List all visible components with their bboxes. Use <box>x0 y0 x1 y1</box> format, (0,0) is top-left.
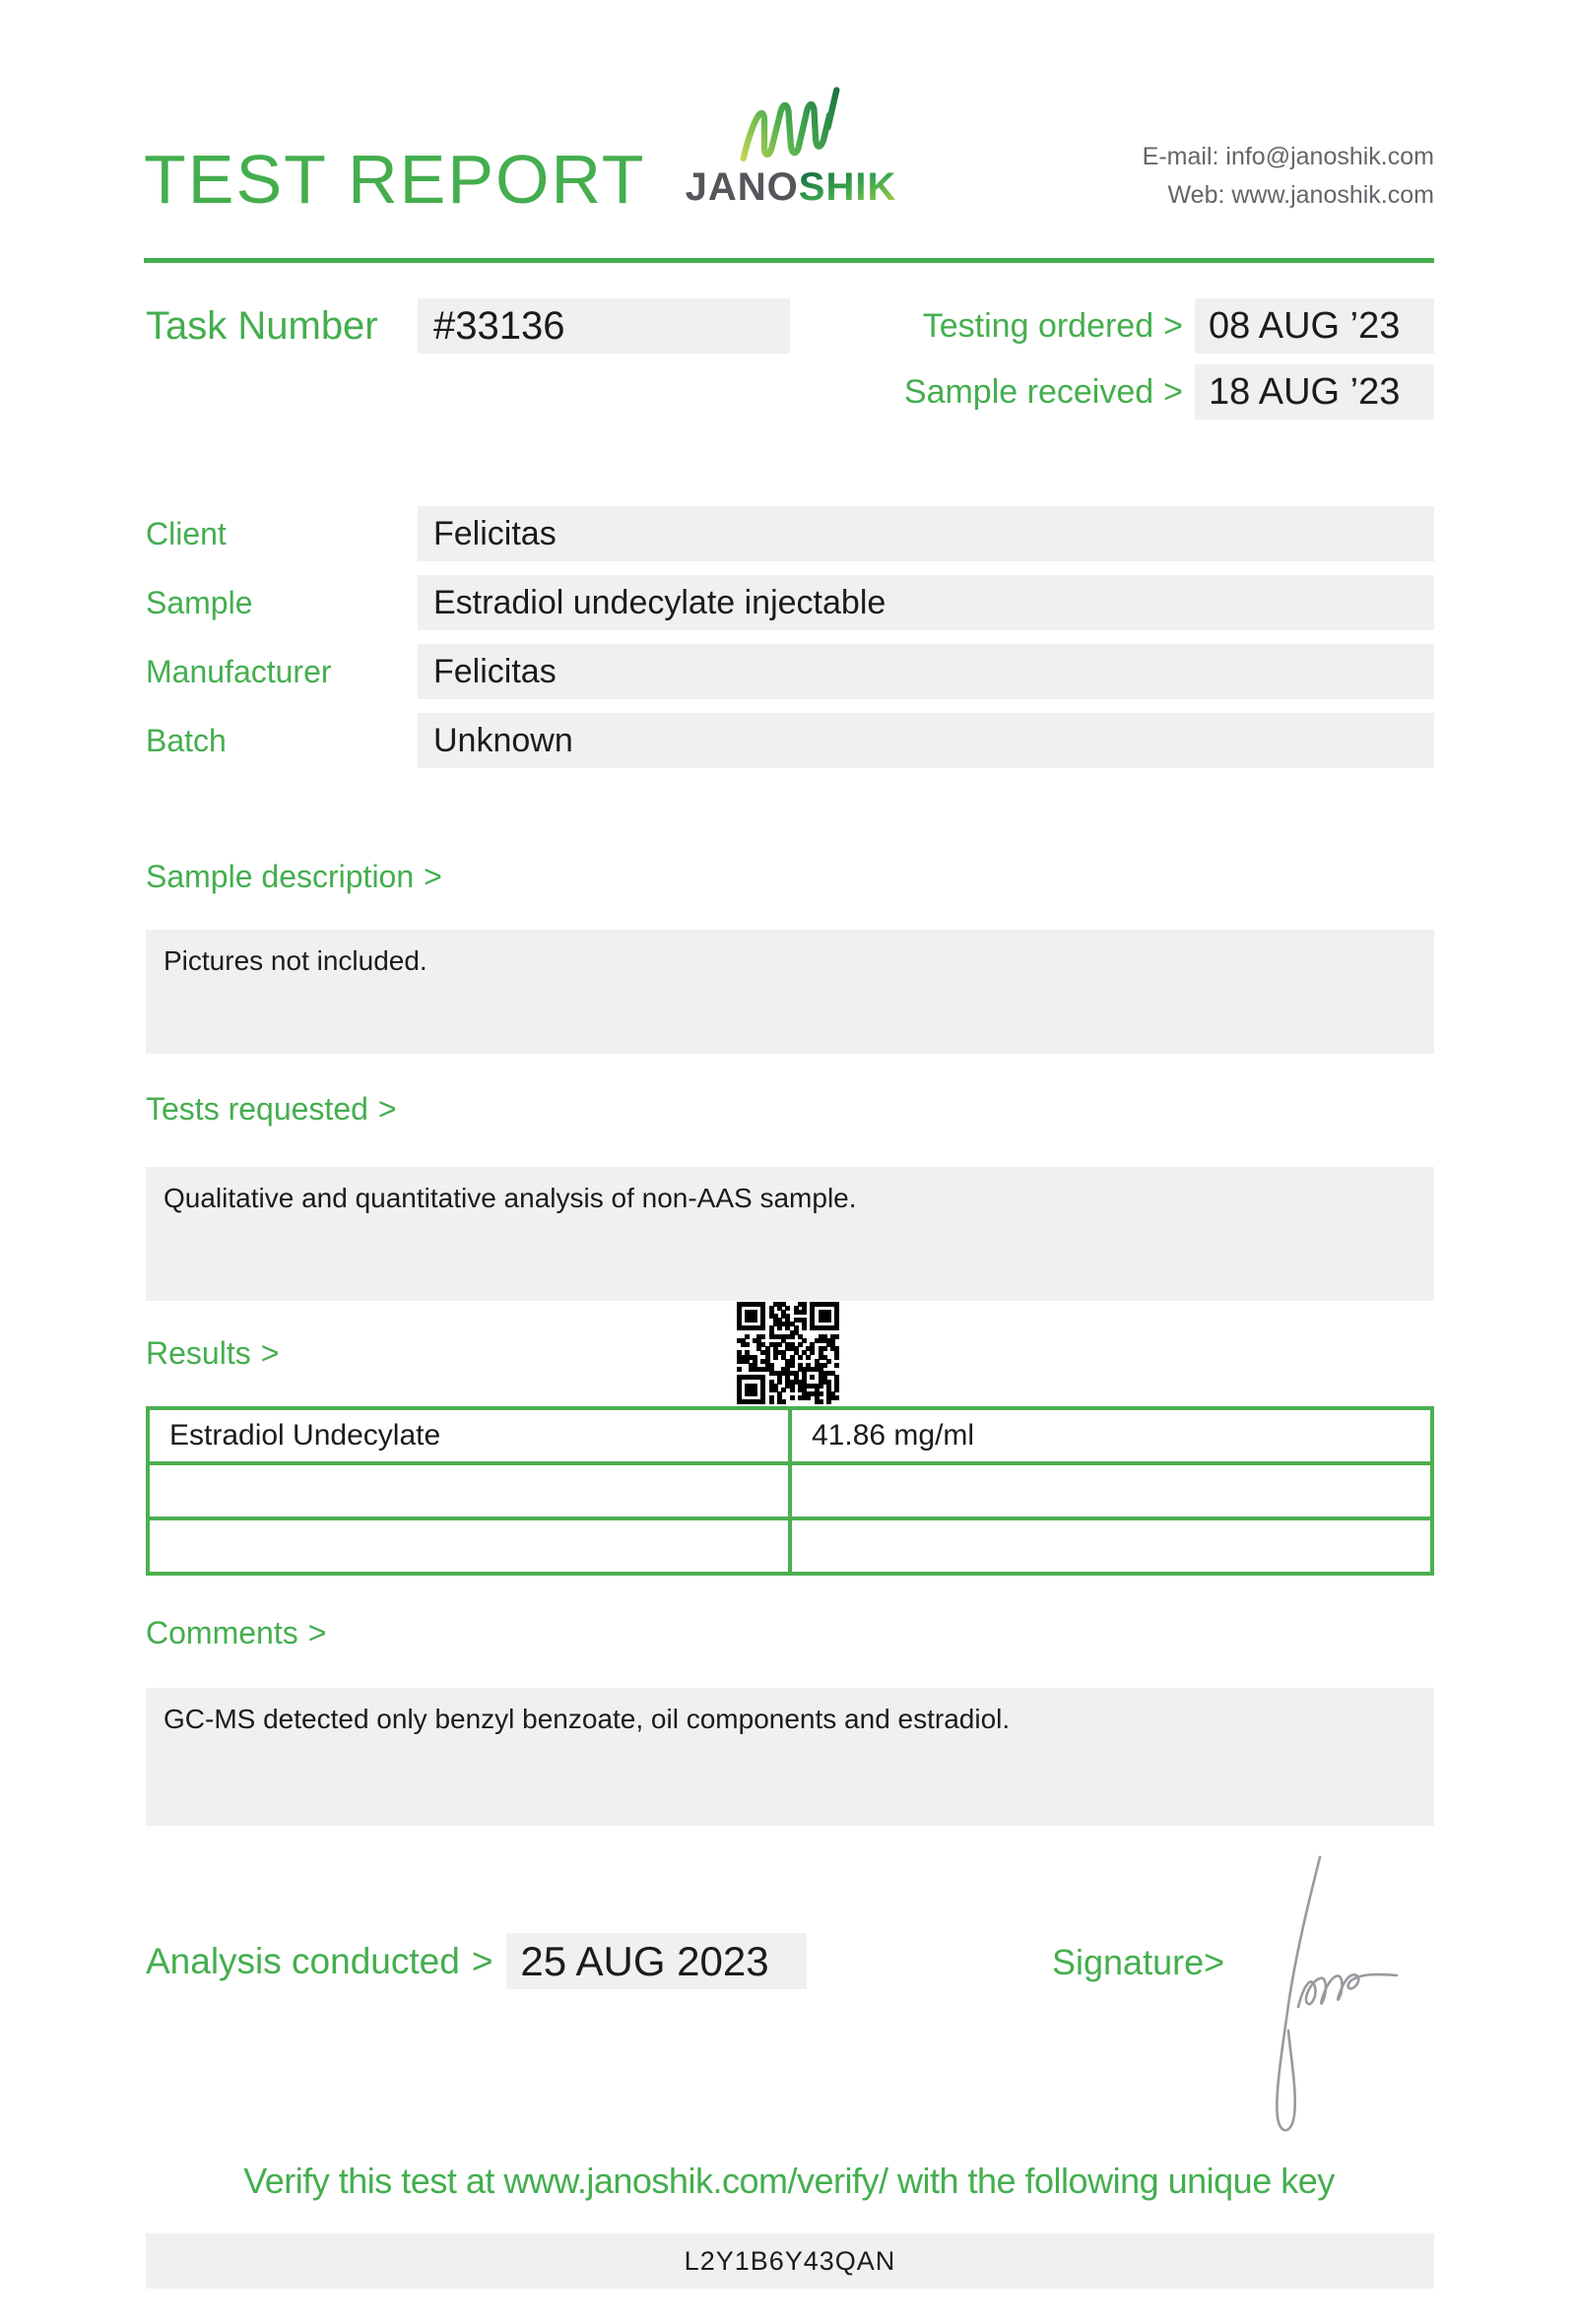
info-fields <box>146 506 1434 782</box>
analysis-conducted-label: Analysis conducted <box>146 1940 460 1981</box>
results-header <box>146 1335 279 1372</box>
chevron-right-icon: > <box>471 1940 493 1981</box>
logo-wordmark <box>678 165 904 210</box>
analysis-conducted-row <box>146 1933 807 1989</box>
sample-description-header <box>146 859 442 895</box>
qr-code <box>737 1302 839 1404</box>
contact-info <box>1143 138 1434 215</box>
sample-value: Estradiol undecylate injectable <box>418 575 1434 630</box>
results-table <box>146 1406 1434 1576</box>
comments-header <box>146 1615 326 1651</box>
manufacturer-label: Manufacturer <box>146 653 332 689</box>
verify-instruction: Verify this test at www.janoshik.com/verify/ with the following unique key <box>243 2161 1335 2201</box>
task-number-row <box>146 298 790 354</box>
manufacturer-row <box>146 644 1434 699</box>
client-value: Felicitas <box>418 506 1434 561</box>
batch-label: Batch <box>146 722 227 758</box>
results-cell-empty <box>792 1465 1430 1517</box>
sample-row <box>146 575 1434 630</box>
results-cell-concentration: 41.86 mg/ml <box>792 1410 1430 1461</box>
sample-description-title: Sample description <box>146 859 415 894</box>
chevron-right-icon: > <box>1163 372 1183 411</box>
logo-text-secondary: SHIK <box>798 165 897 209</box>
chevron-right-icon: > <box>424 859 442 894</box>
signature-label-row <box>1052 1942 1224 1983</box>
contact-email: E-mail: info@janoshik.com <box>1142 143 1434 170</box>
signature-handwriting <box>1249 1847 1411 2143</box>
testing-ordered-label: Testing ordered <box>922 306 1154 345</box>
task-number-label: Task Number <box>146 303 378 348</box>
task-number-value: #33136 <box>418 298 790 354</box>
comments-text: GC-MS detected only benzyl benzoate, oil components and estradiol. <box>164 1704 1011 1734</box>
tests-requested-title: Tests requested <box>146 1091 368 1127</box>
dates-block <box>808 298 1434 430</box>
sample-received-row <box>808 364 1434 420</box>
results-title: Results <box>146 1335 251 1371</box>
tests-requested-box <box>146 1167 1434 1301</box>
testing-ordered-row <box>808 298 1434 354</box>
results-cell-empty <box>792 1520 1430 1572</box>
page-title: TEST REPORT <box>144 141 646 218</box>
results-cell-substance: Estradiol Undecylate <box>150 1410 788 1461</box>
sample-label: Sample <box>146 584 253 620</box>
batch-value: Unknown <box>418 713 1434 768</box>
signature-label: Signature <box>1052 1942 1205 1982</box>
analysis-conducted-date: 25 AUG 2023 <box>506 1933 807 1989</box>
comments-title: Comments <box>146 1615 298 1650</box>
results-cell-empty <box>150 1465 788 1517</box>
sample-description-text: Pictures not included. <box>164 945 427 976</box>
chevron-right-icon: > <box>307 1615 327 1650</box>
batch-row <box>146 713 1434 768</box>
unique-key-value: L2Y1B6Y43QAN <box>146 2233 1434 2289</box>
contact-web: Web: www.janoshik.com <box>1167 181 1434 209</box>
comments-box <box>146 1688 1434 1826</box>
testing-ordered-value: 08 AUG ’23 <box>1195 298 1434 354</box>
header-divider <box>144 258 1434 263</box>
results-cell-empty <box>150 1520 788 1572</box>
client-label: Client <box>146 515 227 551</box>
chevron-right-icon: > <box>1163 306 1183 345</box>
sample-received-label: Sample received <box>903 372 1154 411</box>
sample-description-box <box>146 930 1434 1054</box>
chevron-right-icon: > <box>377 1091 397 1127</box>
sample-received-value: 18 AUG ’23 <box>1195 364 1434 420</box>
client-row <box>146 506 1434 561</box>
tests-requested-text: Qualitative and quantitative analysis of non-AAS sample. <box>164 1183 857 1213</box>
chevron-right-icon: > <box>260 1335 280 1371</box>
manufacturer-value: Felicitas <box>418 644 1434 699</box>
growth-chart-icon <box>739 81 841 161</box>
logo-text-primary: JANO <box>685 165 799 209</box>
tests-requested-header <box>146 1091 397 1128</box>
chevron-right-icon: > <box>1204 1942 1225 1982</box>
